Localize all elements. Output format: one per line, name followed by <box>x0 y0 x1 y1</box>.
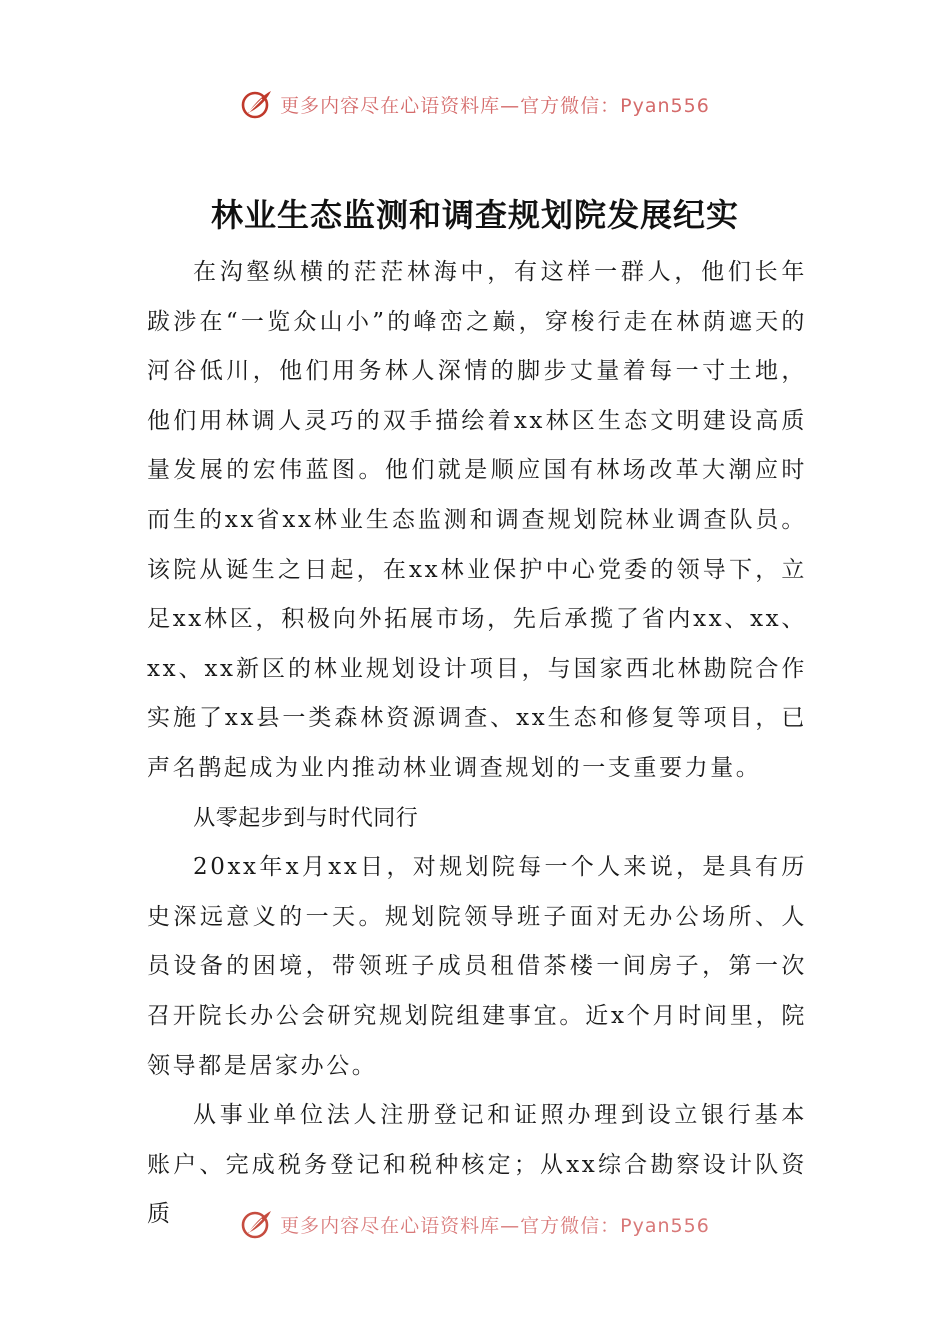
watermark-text: 更多内容尽在心语资料库—官方微信：Pyan556 <box>280 94 710 117</box>
section-heading: 从零起步到与时代同行 <box>193 805 419 831</box>
body-paragraph: 从事业单位法人注册登记和证照办理到设立银行基本账户、完成税务登记和税种核定；从xx综合勘察设计队资质 <box>147 1102 807 1228</box>
body-paragraph: 在沟壑纵横的茫茫林海中，有这样一群人，他们长年跋涉在“一览众山小”的峰峦之巅，穿梭行走在林荫遮天的河谷低川，他们用务林人深情的脚步丈量着每一寸土地，他们用林调人灵巧的双手描绘着xx林区生态文明建设高质量发展的宏伟蓝图。他们就是顺应国有林场改革大潮应时而生的xx省xx林业生态监测和调查规划院林业调查队员。该院从诞生之日起，在xx林业保护中心党委的领导下，立足xx林区，积极向外拓展市场，先后承揽了省内xx、xx、xx、xx新区的林业规划设计项目，与国家西北林勘院合作实施了xx县一类森林资源调查、xx生态和修复等项目，已声名鹊起成为业内推动林业调查规划的一支重要力量。 <box>147 259 807 781</box>
header-watermark <box>0 84 950 124</box>
watermark-text: 更多内容尽在心语资料库—官方微信：Pyan556 <box>280 1214 710 1237</box>
footer-watermark <box>0 1204 950 1244</box>
document-body <box>147 248 807 1240</box>
feather-pen-circle-icon <box>240 1207 274 1241</box>
body-paragraph: 20xx年x月xx日，对规划院每一个人来说，是具有历史深远意义的一天。规划院领导班子面对无办公场所、人员设备的困境，带领班子成员租借茶楼一间房子，第一次召开院长办公会研究规划院组建事宜。近x个月时间里，院领导都是居家办公。 <box>147 854 807 1079</box>
feather-pen-circle-icon <box>240 87 274 121</box>
document-title: 林业生态监测和调查规划院发展纪实 <box>210 196 739 234</box>
